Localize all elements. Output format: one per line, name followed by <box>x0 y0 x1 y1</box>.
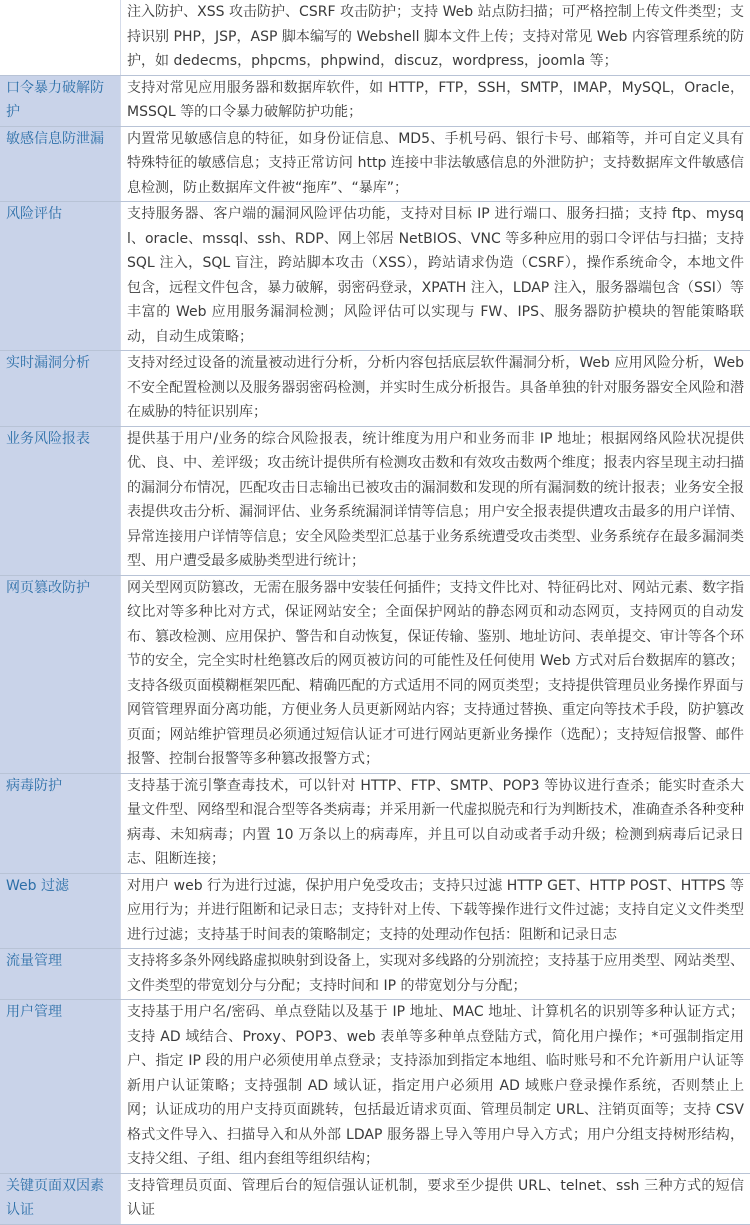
category-cell: 风险评估 <box>0 202 121 351</box>
table-row <box>0 773 750 873</box>
category-cell: 流量管理 <box>0 949 121 1000</box>
description-cell: 支持对经过设备的流量被动进行分析，分析内容包括底层软件漏洞分析，Web 应用风险分析，Web 不安全配置检测以及服务器弱密码检测，并实时生成分析报告。具备单独的针对服务器安全风险和潜在威胁的特征识别库； <box>121 351 750 427</box>
description-cell: 对用户 web 行为进行过滤，保护用户免受攻击；支持只过滤 HTTP GET、HTTP POST、HTTPS 等应用行为；并进行阻断和记录日志；支持针对上传、下载等操作进行文件过滤；支持自定义文件类型进行过滤；支持基于时间表的策略制定；支持的处理动作包括：阻断和记录日志 <box>121 873 750 949</box>
category-cell: 敏感信息防泄漏 <box>0 126 121 202</box>
description-cell: 网关型网页防篡改，无需在服务器中安装任何插件；支持文件比对、特征码比对、网站元素、数字指纹比对等多种比对方式，保证网站安全；全面保护网站的静态网页和动态网页，支持网页的自动发布、篡改检测、应用保护、警告和自动恢复，保证传输、鉴别、地址访问、表单提交、审计等各个环节的安全，完全实时杜绝篡改后的网页被访问的可能性及任何使用 Web 方式对后台数据库的篡改；支持各级页面模糊框架匹配、精确匹配的方式适用不同的网页类型；支持提供管理员业务操作界面与网管管理界面分离功能，方便业务人员更新网站内容；支持通过替换、重定向等技术手段，防护篡改页面；网站维护管理员必须通过短信认证才可进行网站更新业务操作（选配）；支持短信报警、邮件报警、控制台报警等多种篡改报警方式； <box>121 575 750 773</box>
table-row <box>0 1000 750 1174</box>
description-cell: 支持基于流引擎查毒技术，可以针对 HTTP、FTP、SMTP、POP3 等协议进行查杀；能实时查杀大量文件型、网络型和混合型等各类病毒；并采用新一代虚拟脱壳和行为判断技术，准确查杀各种变种病毒、未知病毒；内置 10 万条以上的病毒库，并且可以自动或者手动升级；检测到病毒后记录日志、阻断连接； <box>121 773 750 873</box>
category-cell: 用户管理 <box>0 1000 121 1174</box>
category-cell: Web 过滤 <box>0 873 121 949</box>
table-row <box>0 202 750 351</box>
description-cell: 支持将多条外网线路虚拟映射到设备上，实现对多线路的分别流控；支持基于应用类型、网站类型、文件类型的带宽划分与分配；支持时间和 IP 的带宽划分与分配； <box>121 949 750 1000</box>
table-row <box>0 873 750 949</box>
table-row <box>0 0 750 75</box>
table-row <box>0 126 750 202</box>
description-cell: 提供基于用户/业务的综合风险报表，统计维度为用户和业务而非 IP 地址；根据网络风险状况提供优、良、中、差评级；攻击统计提供所有检测攻击数和有效攻击数两个维度；报表内容呈现主动扫描的漏洞分布情况，匹配攻击日志输出已被攻击的漏洞数和发现的所有漏洞数的统计报表；业务安全报表提供攻击分析、漏洞评估、业务系统漏洞详情等信息；用户安全报表提供遭攻击最多的用户详情、异常连接用户详情等信息；安全风险类型汇总基于业务系统遭受攻击类型、业务系统存在最多漏洞类型、用户遭受最多威胁类型进行统计； <box>121 426 750 575</box>
category-cell: 业务风险报表 <box>0 426 121 575</box>
table-row <box>0 426 750 575</box>
category-cell: 关键页面双因素认证 <box>0 1173 121 1224</box>
description-cell: 支持服务器、客户端的漏洞风险评估功能，支持对目标 IP 进行端口、服务扫描；支持 ftp、mysql、oracle、mssql、ssh、RDP、网上邻居 NetBIOS、VNC 等多种应用的弱口令评估与扫描；支持 SQL 注入，SQL 盲注，跨站脚本攻击（XSS），跨站请求伪造（CSRF），操作系统命令，本地文件包含，远程文件包含，暴力破解，弱密码登录，XPATH 注入，LDAP 注入，服务器端包含（SSI）等丰富的 Web 应用服务漏洞检测；风险评估可以实现与 FW、IPS、服务器防护模块的智能策略联动，自动生成策略； <box>121 202 750 351</box>
table-row <box>0 949 750 1000</box>
category-cell: 病毒防护 <box>0 773 121 873</box>
description-cell: 注入防护、XSS 攻击防护、CSRF 攻击防护；支持 Web 站点防扫描；可严格控制上传文件类型；支持识别 PHP，JSP，ASP 脚本编写的 Webshell 脚本文件上传；支持对常见 Web 内容管理系统的防护，如 dedecms，phpcms，phpwind，discuz，wordpress，joomla 等； <box>121 0 750 75</box>
category-cell: 口令暴力破解防护 <box>0 75 121 126</box>
table-row <box>0 75 750 126</box>
category-cell <box>0 0 121 75</box>
description-cell: 内置常见敏感信息的特征，如身份证信息、MD5、手机号码、银行卡号、邮箱等，并可自定义具有特殊特征的敏感信息；支持正常访问 http 连接中非法敏感信息的外泄防护；支持数据库文件敏感信息检测，防止数据库文件被“拖库”、“暴库”； <box>121 126 750 202</box>
description-cell: 支持基于用户名/密码、单点登陆以及基于 IP 地址、MAC 地址、计算机名的识别等多种认证方式；支持 AD 域结合、Proxy、POP3、web 表单等多种单点登陆方式，简化用户操作；*可强制指定用户、指定 IP 段的用户必须使用单点登录；支持添加到指定本地组、临时账号和不允许新用户认证等新用户认证策略；支持强制 AD 域认证，指定用户必须用 AD 域账户登录操作系统，否则禁止上网；认证成功的用户支持页面跳转，包括最近请求页面、管理员制定 URL、注销页面等；支持 CSV 格式文件导入、扫描导入和从外部 LDAP 服务器上导入等用户导入方式；用户分组支持树形结构，支持父组、子组、组内套组等组织结构； <box>121 1000 750 1174</box>
category-cell: 实时漏洞分析 <box>0 351 121 427</box>
table-row <box>0 351 750 427</box>
table-row <box>0 1173 750 1224</box>
category-cell: 网页篡改防护 <box>0 575 121 773</box>
description-cell: 支持对常见应用服务器和数据库软件，如 HTTP，FTP，SSH，SMTP，IMAP，MySQL，Oracle，MSSQL 等的口令暴力破解防护功能； <box>121 75 750 126</box>
table-row <box>0 575 750 773</box>
description-cell: 支持管理员页面、管理后台的短信强认证机制，要求至少提供 URL、telnet、ssh 三种方式的短信认证 <box>121 1173 750 1224</box>
